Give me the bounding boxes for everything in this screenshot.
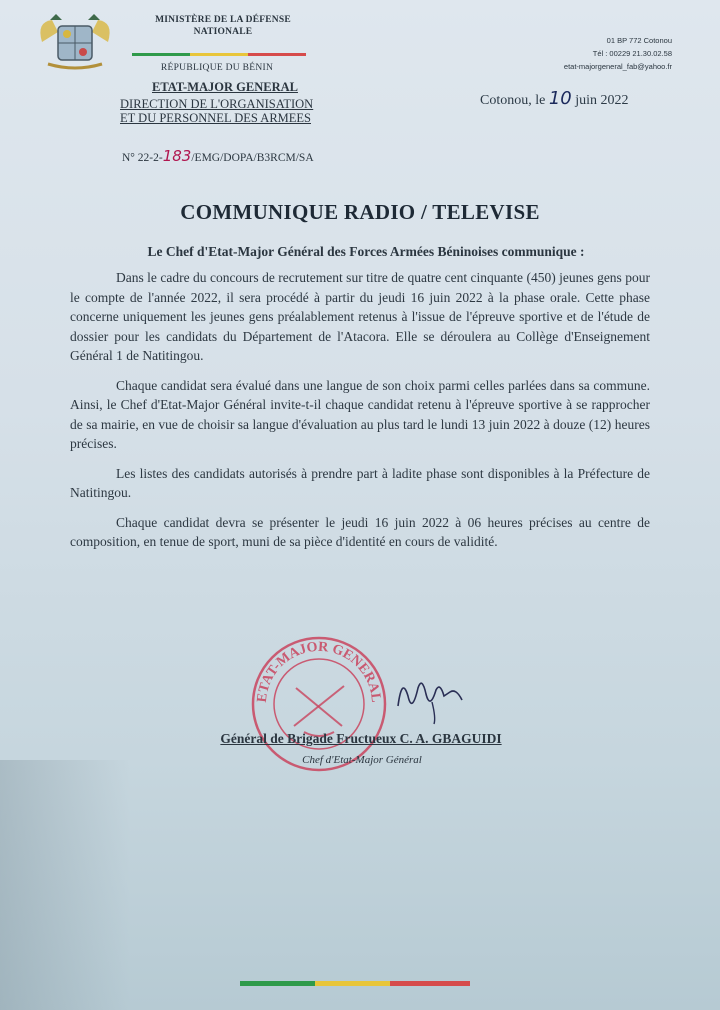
reference-number	[122, 147, 314, 165]
po-box: 01 BP 772 Cotonou	[606, 36, 672, 45]
lead-statement: Le Chef d'Etat-Major Général des Forces Armées Béninoises communique :	[147, 244, 585, 259]
direction-line-1: DIRECTION DE L'ORGANISATION	[120, 97, 314, 111]
reference-prefix: N° 22-2-	[122, 152, 163, 164]
ministry-line-2: NATIONALE	[193, 27, 253, 37]
paragraph: Chaque candidat sera évalué dans une langue de son choix parmi celles parlées dans sa commune. Ainsi, le Chef d'Etat-Major Général invite-t-il chaque candidat retenu à l'épreuve sportive à se rapprocher de sa mairie, en vue de choisir sa langue d'évaluation au plus tard le lundi 13 juin 2022 à douze (12) heures précises.	[70, 377, 650, 451]
etat-major-heading: ETAT-MAJOR GENERAL	[152, 80, 298, 94]
ministry-line-1: MINISTÈRE DE LA DÉFENSE	[155, 15, 291, 25]
email-address: etat-majorgeneral_fab@yahoo.fr	[563, 62, 672, 71]
paragraph: Les listes des candidats autorisés à prendre part à ladite phase sont disponibles à la Préfecture de Natitingou.	[70, 465, 650, 500]
flag-stripe-red	[248, 53, 306, 56]
contact-block	[512, 34, 672, 73]
direction-line-2: ET DU PERSONNEL DES ARMEES	[120, 111, 311, 125]
official-stamp-icon	[244, 632, 394, 772]
dateline-day: 10	[548, 88, 572, 109]
direction-heading	[120, 97, 313, 125]
reference-suffix: /EMG/DOPA/B3RCM/SA	[191, 152, 314, 164]
dateline	[480, 88, 629, 109]
svg-text:ETAT-MAJOR GENERAL	[255, 640, 383, 703]
dateline-month-year: juin 2022	[575, 93, 629, 108]
paragraph: Dans le cadre du concours de recrutement sur titre de quatre cent cinquante (450) jeunes gens pour le compte de l'année 2022, il sera procédé à partir du jeudi 16 juin 2022 à la phase orale. Cette phase concerne uniquement les jeunes gens préalablement retenus à l'issue de l'épreuve sportive et de l'étude de dossier pour les candidats du Département de l'Atacora. Elle se déroulera au Collège d'Enseignement Général 1 de Natitingou.	[70, 270, 650, 363]
phone-number: Tél : 00229 21.30.02.58	[592, 49, 672, 58]
footer-stripe-yellow	[315, 981, 390, 986]
stamp-arc-text: ETAT-MAJOR GENERAL	[254, 639, 384, 704]
signatory-title: Chef d'Etat-Major Général	[302, 754, 422, 766]
dateline-city: Cotonou, le	[480, 93, 546, 108]
flag-stripe-yellow	[190, 53, 248, 56]
republic-name: RÉPUBLIQUE DU BÉNIN	[160, 63, 274, 73]
flag-stripe-green	[132, 53, 190, 56]
document-title: COMMUNIQUE RADIO / TELEVISE	[180, 200, 540, 224]
coat-of-arms-icon	[34, 12, 116, 72]
page-shadow	[0, 760, 130, 1010]
footer-stripe-green	[240, 981, 315, 986]
footer-stripe-red	[390, 981, 470, 986]
paragraph: Chaque candidat devra se présenter le jeudi 16 juin 2022 à 06 heures précises au centre de composition, en tenue de sport, muni de sa pièce d'identité en cours de validité.	[70, 514, 650, 549]
signatory-name: Général de Brigade Fructueux C. A. GBAGUIDI	[220, 731, 502, 746]
communique-body	[70, 268, 650, 562]
reference-handwritten-number: 183	[162, 147, 192, 165]
ministry-name	[138, 14, 308, 38]
handwritten-signature-icon	[392, 666, 472, 726]
